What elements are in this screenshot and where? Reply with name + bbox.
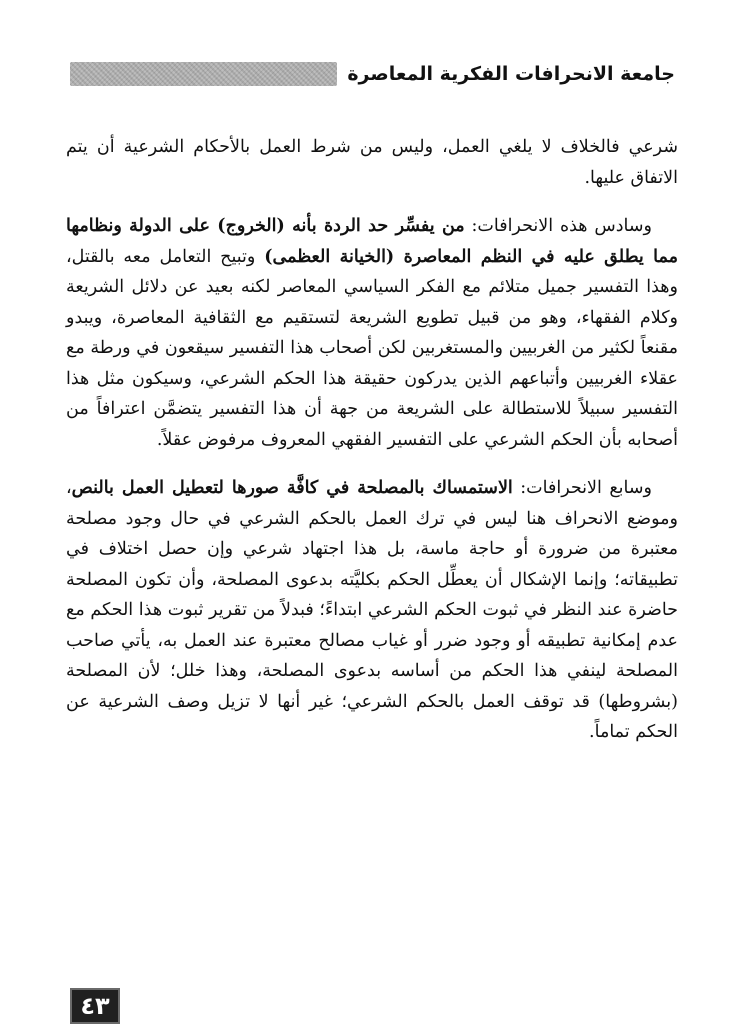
paragraph-text: شرعي فالخلاف لا يلغي العمل، وليس من شرط العمل بالأحكام الشرعية أن يتم الاتفاق عليها. bbox=[66, 137, 678, 188]
paragraph-emphasis: من يفسِّر حد الردة بأنه (الخروج) على الدولة ونظامها مما يطلق عليه في النظم المعاصرة (الخيانة العظمى) bbox=[66, 216, 679, 267]
running-header bbox=[70, 56, 675, 92]
paragraph-seventh-deviation bbox=[66, 473, 678, 748]
body-text bbox=[66, 132, 678, 766]
paragraph-lead: وسابع الانحرافات: bbox=[512, 478, 652, 498]
paragraph-continuation bbox=[66, 132, 678, 193]
header-decorative-band bbox=[70, 62, 337, 86]
page-number: ٤٣ bbox=[70, 988, 120, 1024]
paragraph-text: ، وموضع الانحراف هنا ليس في ترك العمل بالحكم الشرعي في حال وجود مصلحة معتبرة من ضرورة أو حاجة ماسة، بل هذا اجتهاد شرعي وإن حصل اختلاف في تطبيقاته؛ وإنما الإشكال أن يعطِّل الحكم بكليَّته بدعوى المصلحة، وأن تكون المصلحة حاضرة عند النظر في ثبوت الحكم الشرعي ابتداءً؛ فبدلاً من تقرير ثبوت هذا الحكم مع عدم إمكانية تطبيقه أو وجود ضرر أو غياب مصالح معتبرة عند العمل به، يأتي صاحب المصلحة لينفي هذا الحكم من أساسه بدعوى المصلحة، وهذا خلل؛ لأن المصلحة (بشروطها) قد توقف العمل بالحكم الشرعي؛ غير أنها لا تزيل وصف الشرعية عن الحكم تماماً. bbox=[66, 478, 678, 742]
paragraph-lead: وسادس هذه الانحرافات: bbox=[464, 216, 652, 236]
paragraph-text: وتبيح التعامل معه بالقتل، وهذا التفسير جميل متلائم مع الفكر السياسي المعاصر لكنه بعيد عن دلائل الشريعة وكلام الفقهاء، وهو من قبيل تطويع الشريعة لتستقيم مع الثقافية المعاصرة، ويبدو مقنعاً لكثير من الغربيين والمستغربين لكن أصحاب هذا التفسير سيقعون في ورطة مع عقلاء الغربيين وأتباعهم الذين يدركون حقيقة هذا الحكم الشرعي، وسيكون مثل هذا التفسير سبيلاً للاستطالة على الشريعة من جهة أن هذا التفسير يتضمَّن اعترافاً من أصحابه بأن الحكم الشرعي على التفسير الفقهي المعروف مرفوض عقلاً. bbox=[66, 246, 678, 450]
paragraph-sixth-deviation bbox=[66, 211, 678, 455]
paragraph-emphasis: الاستمساك بالمصلحة في كافَّة صورها لتعطيل العمل بالنص bbox=[71, 478, 513, 498]
running-header-title: جامعة الانحرافات الفكرية المعاصرة bbox=[347, 63, 675, 85]
